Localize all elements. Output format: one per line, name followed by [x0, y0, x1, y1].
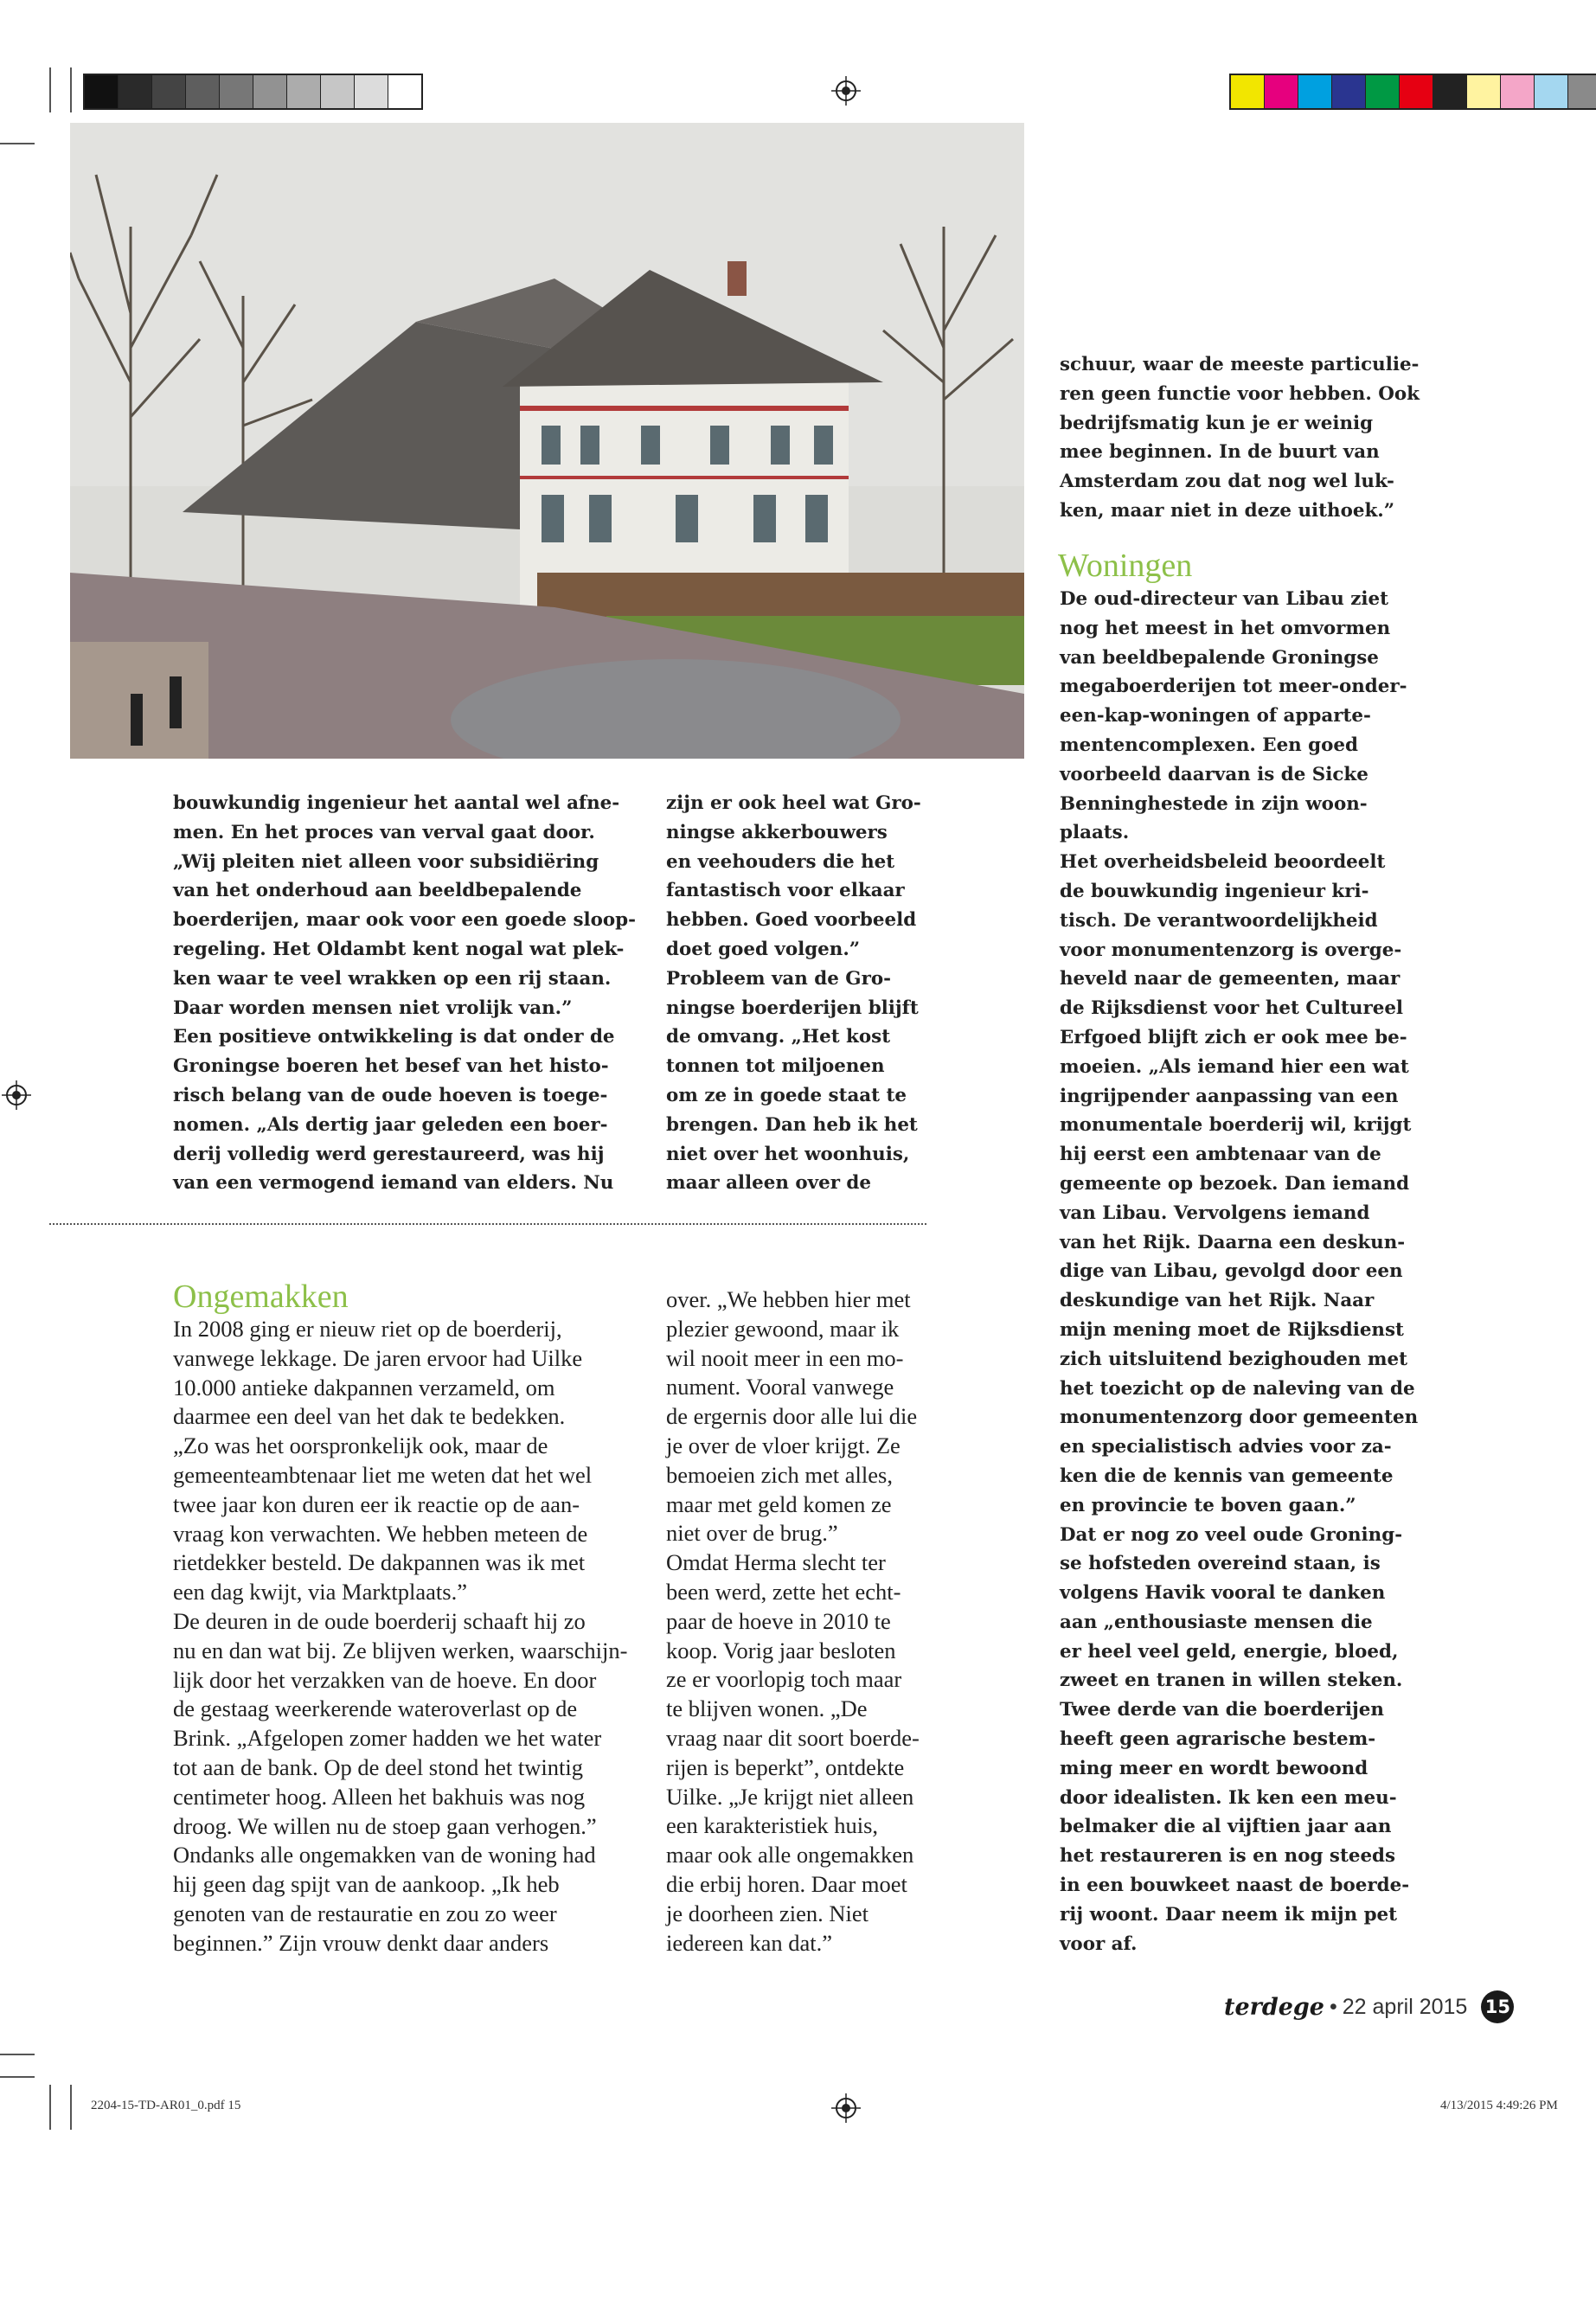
text-line: nument. Vooral vanwege: [666, 1374, 894, 1400]
text-line: droog. We willen nu de stoep gaan verhogen.”: [173, 1812, 597, 1839]
text-line: beginnen.” Zijn vrouw denkt daar anders: [173, 1929, 549, 1956]
calibration-swatch: [220, 75, 253, 108]
text-line: de gestaag weerkerende wateroverlast op de: [173, 1695, 578, 1722]
text-line: monumentale boerderij wil, krijgt: [1060, 1114, 1412, 1137]
text-line: hebben. Goed voorbeeld: [666, 909, 917, 932]
text-line: megaboerderijen tot meer-onder-: [1060, 676, 1407, 698]
registration-mark-icon: [831, 76, 861, 106]
calibration-swatch: [1231, 75, 1265, 108]
heading-woningen: Woningen: [1058, 548, 1193, 584]
text-line: heeft geen agrarische bestem-: [1060, 1728, 1376, 1751]
text-line: koop. Vorig jaar besloten: [666, 1637, 896, 1663]
crop-mark: [0, 2054, 35, 2055]
registration-mark-icon: [831, 2093, 861, 2123]
text-line: zweet en tranen in willen steken.: [1060, 1670, 1403, 1692]
text-line: volgens Havik vooral te danken: [1060, 1582, 1386, 1605]
page-footer: [1224, 1990, 1514, 2023]
text-line: risch belang van de oude hoeven is toege-: [173, 1084, 608, 1106]
calibration-swatch: [1298, 75, 1332, 108]
calibration-swatch: [1535, 75, 1568, 108]
text-line: je over de vloer krijgt. Ze: [666, 1432, 901, 1458]
text-line: centimeter hoog. Alleen het bakhuis was nog: [173, 1783, 586, 1810]
text-line: se hofsteden overeind staan, is: [1060, 1553, 1381, 1575]
text-line: tisch. De verantwoordelijkheid: [1060, 909, 1378, 932]
text-line: moeien. „Als iemand hier een wat: [1060, 1055, 1409, 1078]
text-line: rietdekker besteld. De dakpannen was ik met: [173, 1549, 586, 1576]
text-line: derij volledig werd gerestaureerd, was hij: [173, 1143, 605, 1165]
magazine-logo: terdege: [1224, 1993, 1324, 2021]
text-line: deskundige van het Rijk. Naar: [1060, 1290, 1375, 1312]
text-line: nu en dan wat bij. Ze blijven werken, waarschijn-: [173, 1637, 628, 1663]
text-line: men. En het proces van verval gaat door.: [173, 821, 595, 843]
text-line: van een vermogend iemand van elders. Nu: [173, 1172, 614, 1195]
text-line: been werd, zette het echt-: [666, 1578, 901, 1605]
text-line: aan „enthousiaste mensen die: [1060, 1611, 1373, 1633]
registration-mark-icon: [2, 1080, 31, 1110]
text-line: over. „We hebben hier met: [666, 1286, 911, 1312]
grey-calibration-bar: [83, 74, 423, 110]
text-line: tot aan de bank. Op de deel stond het twintig: [173, 1753, 583, 1780]
text-line: boerderijen, maar ook voor een goede sloop-: [173, 909, 637, 932]
text-line: voorbeeld daarvan is de Sicke: [1060, 763, 1368, 785]
text-line: Daar worden mensen niet vrolijk van.”: [173, 997, 573, 1019]
text-line: mentencomplexen. Een goed: [1060, 734, 1358, 756]
text-line: Brink. „Afgelopen zomer hadden we het water: [173, 1725, 602, 1752]
calibration-swatch: [388, 75, 421, 108]
text-line: van het onderhoud aan beeldbepalende: [173, 880, 582, 902]
text-line: 10.000 antieke dakpannen verzameld, om: [173, 1374, 555, 1400]
text-line: regeling. Het Oldambt kent nogal wat plek-: [173, 938, 625, 960]
text-line: „Wij pleiten niet alleen voor subsidiëring: [173, 850, 599, 873]
text-line: in een bouwkeet naast de boerde-: [1060, 1875, 1410, 1897]
text-line: fantastisch voor elkaar: [666, 880, 905, 902]
text-line: een karakteristiek huis,: [666, 1812, 879, 1839]
text-line: om ze in goede staat te: [666, 1084, 907, 1106]
text-line: lijk door het verzakken van de hoeve. En door: [173, 1666, 597, 1693]
text-line: Omdat Herma slecht ter: [666, 1549, 886, 1576]
calibration-swatch: [1400, 75, 1433, 108]
ongemakken-column-1: [173, 1315, 627, 1958]
text-line: In 2008 ging er nieuw riet op de boerderij,: [173, 1316, 562, 1342]
text-line: De deuren in de oude boerderij schaaft hij zo: [173, 1607, 586, 1634]
text-line: ingrijpender aanpassing van een: [1060, 1085, 1399, 1107]
calibration-swatch: [1501, 75, 1535, 108]
issue-date: 22 april 2015: [1342, 1994, 1468, 2019]
text-line: doet goed volgen.”: [666, 938, 861, 960]
color-calibration-bar: [1229, 74, 1596, 110]
text-line: gemeente op bezoek. Dan iemand: [1060, 1172, 1410, 1195]
calibration-swatch: [253, 75, 287, 108]
heading-ongemakken: Ongemakken: [173, 1279, 349, 1315]
text-line: twee jaar kon duren eer ik reactie op de aan-: [173, 1490, 580, 1517]
text-line: ming meer en wordt bewoond: [1060, 1757, 1368, 1779]
calibration-swatch: [119, 75, 152, 108]
text-line: plezier gewoond, maar ik: [666, 1315, 900, 1342]
text-line: en veehouders die het: [666, 850, 895, 873]
text-line: maar alleen over de: [666, 1172, 871, 1195]
text-line: gemeenteambtenaar liet me weten dat het wel: [173, 1461, 593, 1488]
calibration-swatch: [1265, 75, 1298, 108]
calibration-swatch: [287, 75, 321, 108]
text-line: je doorheen zien. Niet: [666, 1900, 869, 1926]
text-line: te blijven wonen. „De: [666, 1695, 868, 1722]
section-divider: [49, 1223, 926, 1225]
article-column-1: [173, 789, 636, 1198]
text-line: ren geen functie voor hebben. Ook: [1060, 382, 1420, 405]
text-line: brengen. Dan heb ik het: [666, 1113, 918, 1136]
calibration-swatch: [85, 75, 119, 108]
text-line: de omvang. „Het kost: [666, 1026, 891, 1048]
crop-mark: [70, 2085, 72, 2130]
text-line: zijn er ook heel wat Gro-: [666, 792, 921, 814]
text-line: De oud-directeur van Libau ziet: [1060, 588, 1389, 610]
text-line: het restaureren is en nog steeds: [1060, 1845, 1396, 1868]
text-line: rij woont. Daar neem ik mijn pet: [1060, 1903, 1398, 1926]
calibration-swatch: [1433, 75, 1467, 108]
text-line: van beeldbepalende Groningse: [1060, 646, 1379, 669]
crop-mark: [49, 2085, 51, 2130]
text-line: voor monumentenzorg is overge-: [1060, 939, 1402, 961]
text-line: schuur, waar de meeste particulie-: [1060, 354, 1420, 375]
text-line: de Rijksdienst voor het Cultureel: [1060, 997, 1404, 1020]
text-line: een-kap-woningen of apparte-: [1060, 705, 1371, 727]
text-line: hij eerst een ambtenaar van de: [1060, 1144, 1381, 1166]
text-line: belmaker die al vijftien jaar aan: [1060, 1816, 1392, 1838]
text-line: vraag naar dit soort boerde-: [666, 1724, 920, 1751]
text-line: Amsterdam zou dat nog wel luk-: [1060, 471, 1394, 493]
text-line: heveld naar de gemeenten, maar: [1060, 968, 1401, 990]
text-line: een dag kwijt, via Marktplaats.”: [173, 1579, 467, 1606]
text-line: er heel veel geld, energie, bloed,: [1060, 1640, 1399, 1663]
slug-filename: 2204-15-TD-AR01_0.pdf 15: [91, 2099, 241, 2112]
text-line: bemoeien zich met alles,: [666, 1461, 893, 1488]
text-line: hij geen dag spijt van de aankoop. „Ik heb: [173, 1871, 560, 1898]
text-line: door idealisten. Ik ken een meu-: [1060, 1786, 1397, 1809]
text-line: mijn mening moet de Rijksdienst: [1060, 1318, 1404, 1341]
calibration-swatch: [1332, 75, 1366, 108]
text-line: Erfgoed blijft zich er ook mee be-: [1060, 1026, 1407, 1048]
text-line: Dat er nog zo veel oude Groning-: [1060, 1523, 1403, 1546]
text-line: plaats.: [1060, 822, 1130, 844]
text-line: genoten van de restauratie en zou zo weer: [173, 1900, 557, 1926]
text-line: wil nooit meer in een mo-: [666, 1344, 904, 1371]
calibration-swatch: [1366, 75, 1400, 108]
text-line: Probleem van de Gro-: [666, 967, 891, 990]
text-line: voor af.: [1060, 1932, 1138, 1955]
text-line: paar de hoeve in 2010 te: [666, 1607, 891, 1634]
calibration-swatch: [321, 75, 355, 108]
text-line: niet over de brug.”: [666, 1520, 838, 1547]
text-line: niet over het woonhuis,: [666, 1143, 910, 1165]
text-line: en provincie te boven gaan.”: [1060, 1494, 1356, 1516]
text-line: iedereen kan dat.”: [666, 1929, 833, 1956]
crop-mark: [70, 67, 72, 112]
footer-separator: •: [1330, 1994, 1337, 2019]
crop-mark: [0, 2076, 35, 2078]
text-line: ken, maar niet in deze uithoek.”: [1060, 499, 1395, 522]
text-line: mee beginnen. In de buurt van: [1060, 441, 1380, 464]
text-line: vanwege lekkage. De jaren ervoor had Uilke: [173, 1344, 583, 1371]
text-line: Benninghestede in zijn woon-: [1060, 792, 1368, 815]
farmhouse-illustration: [70, 123, 1024, 759]
text-line: Een positieve ontwikkeling is dat onder de: [173, 1026, 615, 1048]
slug-timestamp: 4/13/2015 4:49:26 PM: [1440, 2099, 1558, 2112]
text-line: de ergernis door alle lui die: [666, 1403, 918, 1430]
calibration-swatch: [1467, 75, 1501, 108]
calibration-swatch: [1568, 75, 1596, 108]
text-line: rijen is beperkt”, ontdekte: [666, 1753, 905, 1780]
text-line: vraag kon verwachten. We hebben meteen de: [173, 1520, 588, 1547]
calibration-swatch: [355, 75, 388, 108]
text-line: daarmee een deel van het dak te bedekken.: [173, 1403, 566, 1430]
text-line: „Zo was het oorspronkelijk ook, maar de: [173, 1433, 548, 1459]
page-number: 15: [1481, 1990, 1514, 2023]
text-line: ken waar te veel wrakken op een rij staan.: [173, 967, 612, 990]
text-line: de bouwkundig ingenieur kri-: [1060, 880, 1369, 902]
text-line: Groningse boeren het besef van het histo-: [173, 1055, 609, 1078]
text-line: het toezicht op de naleving van de: [1060, 1377, 1415, 1400]
text-line: Ondanks alle ongemakken van de woning had: [173, 1842, 596, 1868]
text-line: Twee derde van die boerderijen: [1060, 1699, 1384, 1721]
text-line: maar met geld komen ze: [666, 1490, 892, 1517]
crop-mark: [49, 67, 51, 112]
text-line: ze er voorlopig toch maar: [666, 1666, 902, 1693]
calibration-swatch: [152, 75, 186, 108]
text-line: nomen. „Als dertig jaar geleden een boer-: [173, 1113, 608, 1136]
text-line: bouwkundig ingenieur het aantal wel afne-: [173, 792, 620, 814]
ongemakken-column-2: [666, 1285, 920, 1958]
text-line: bedrijfsmatig kun je er weinig: [1060, 412, 1374, 434]
farmhouse-photo: [70, 123, 1024, 759]
text-line: Het overheidsbeleid beoordeelt: [1060, 851, 1386, 874]
text-line: van Libau. Vervolgens iemand: [1060, 1202, 1370, 1224]
text-line: nog het meest in het omvormen: [1060, 617, 1391, 639]
text-line: ken die de kennis van gemeente: [1060, 1465, 1394, 1487]
text-line: zich uitsluitend bezighouden met: [1060, 1348, 1408, 1370]
article-column-3-intro: [1060, 350, 1420, 526]
text-line: die erbij horen. Daar moet: [666, 1870, 907, 1897]
crop-mark: [0, 143, 35, 144]
text-line: ningse boerderijen blijft: [666, 997, 919, 1019]
text-line: maar ook alle ongemakken: [666, 1842, 914, 1868]
article-column-3: [1060, 585, 1418, 1958]
text-line: Uilke. „Je krijgt niet alleen: [666, 1783, 914, 1810]
text-line: van het Rijk. Daarna een deskun-: [1060, 1231, 1406, 1253]
text-line: dige van Libau, gevolgd door een: [1060, 1260, 1403, 1283]
text-line: tonnen tot miljoenen: [666, 1055, 885, 1078]
calibration-swatch: [186, 75, 220, 108]
article-column-2: [666, 789, 921, 1198]
text-line: ningse akkerbouwers: [666, 821, 888, 843]
text-line: en specialistisch advies voor za-: [1060, 1436, 1392, 1458]
text-line: monumentenzorg door gemeenten: [1060, 1407, 1419, 1429]
